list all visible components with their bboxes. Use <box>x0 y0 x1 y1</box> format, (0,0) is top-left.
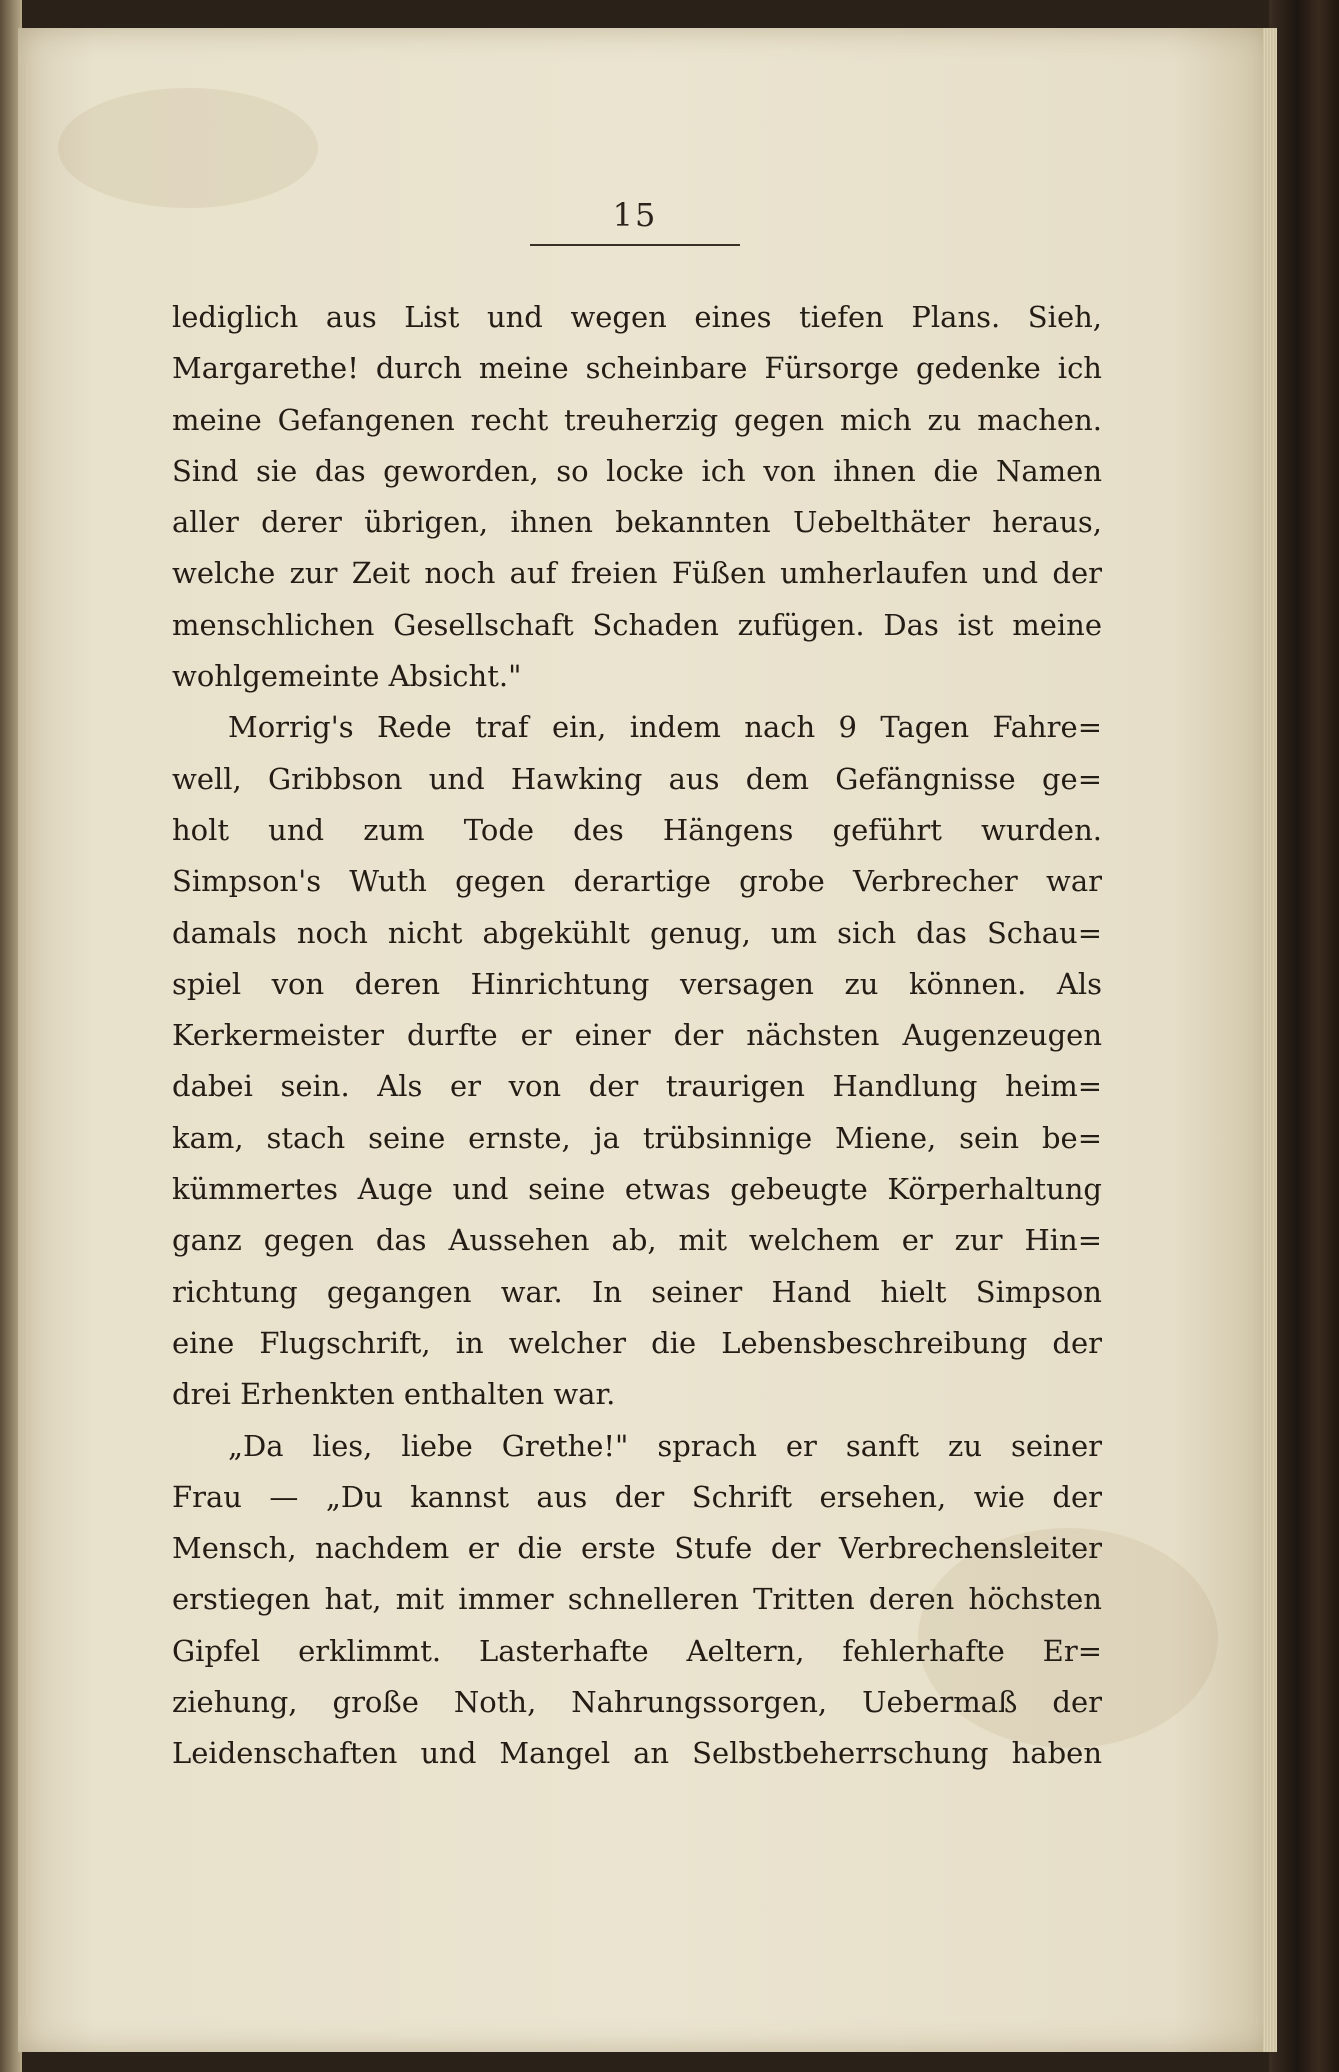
text-line: Morrig's Rede traf ein, indem nach 9 Tagen Fahre= <box>228 710 1102 745</box>
text-line: Sind sie das geworden, so locke ich von ihnen die Namen <box>172 453 1102 488</box>
text-line: aller derer übrigen, ihnen bekannten Uebelthäter heraus, <box>172 505 1102 540</box>
text-line: dabei sein. Als er von der traurigen Handlung heim= <box>172 1069 1102 1104</box>
paper-stain <box>58 88 318 208</box>
text-line: Margarethe! durch meine scheinbare Fürsorge gedenke ich <box>172 351 1102 386</box>
text-line: damals noch nicht abgekühlt genug, um sich das Schau= <box>172 915 1102 950</box>
header-rule <box>530 244 740 246</box>
text-line: Gipfel erklimmt. Lasterhafte Aeltern, fehlerhafte Er= <box>172 1633 1102 1668</box>
text-line: kam, stach seine ernste, ja trübsinnige Miene, sein be= <box>172 1120 1102 1155</box>
page-number: 15 <box>612 196 658 234</box>
text-line: spiel von deren Hinrichtung versagen zu können. Als <box>172 966 1102 1001</box>
text-line: well, Gribbson und Hawking aus dem Gefängnisse ge= <box>172 761 1102 796</box>
text-line: richtung gegangen war. In seiner Hand hielt Simpson <box>172 1274 1102 1309</box>
text-line: Mensch, nachdem er die erste Stufe der Verbrechensleiter <box>172 1531 1102 1566</box>
text-line: wohlgemeinte Absicht." <box>172 659 522 694</box>
text-line: drei Erhenkten enthalten war. <box>172 1377 616 1412</box>
body-text <box>172 292 1102 1780</box>
book-cover-edge <box>1269 0 1339 2072</box>
text-line: menschlichen Gesellschaft Schaden zufügen. Das ist meine <box>172 607 1102 642</box>
text-line: erstiegen hat, mit immer schnelleren Tritten deren höchsten <box>172 1582 1102 1617</box>
text-line: Frau — „Du kannst aus der Schrift ersehen, wie der <box>172 1479 1102 1514</box>
text-line: meine Gefangenen recht treuherzig gegen mich zu machen. <box>172 402 1102 437</box>
text-line: Kerkermeister durfte er einer der nächsten Augenzeugen <box>172 1018 1102 1053</box>
text-line: eine Flugschrift, in welcher die Lebensbeschreibung der <box>172 1325 1102 1360</box>
text-line: Simpson's Wuth gegen derartige grobe Verbrecher war <box>172 864 1102 899</box>
text-line: welche zur Zeit noch auf freien Füßen umherlaufen und der <box>172 556 1102 591</box>
text-line: lediglich aus List und wegen eines tiefen Plans. Sieh, <box>172 300 1102 334</box>
page-stack-edge <box>1263 28 1277 2052</box>
page-header <box>530 196 740 246</box>
text-line: ziehung, große Noth, Nahrungssorgen, Uebermaß der <box>172 1685 1102 1720</box>
text-line: kümmertes Auge und seine etwas gebeugte Körperhaltung <box>172 1172 1102 1207</box>
text-line: Leidenschaften und Mangel an Selbstbeherrschung haben <box>172 1736 1102 1771</box>
text-line: „Da lies, liebe Grethe!" sprach er sanft zu seiner <box>228 1428 1102 1463</box>
text-line: holt und zum Tode des Hängens geführt wurden. <box>172 812 1102 847</box>
text-line: ganz gegen das Aussehen ab, mit welchem er zur Hin= <box>172 1223 1102 1258</box>
